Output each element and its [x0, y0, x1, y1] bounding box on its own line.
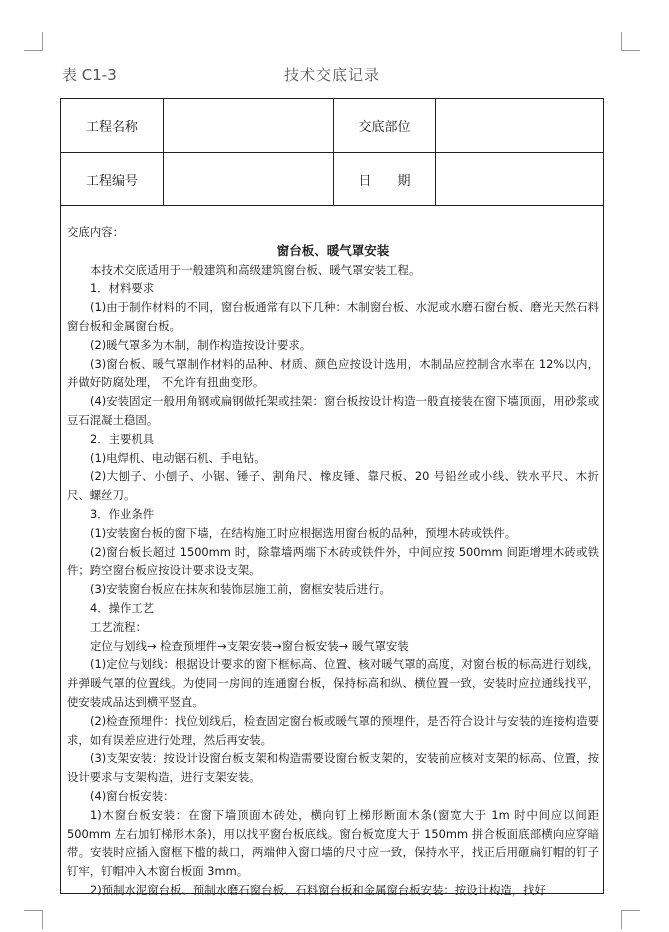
- paragraph: (1)电焊机、电动锯石机、手电钻。: [90, 450, 266, 465]
- paragraph: 1)木窗台板安装：在窗下墙顶面木砖处，横向钉上梯形断面木条(窗宽大于 1m 时中间应以间距 500mm 左右加钉梯形木条)，用以找平窗台板底线。窗台板宽度大于 150mm 拼合板面底部横向应穿暗带。安装时应插入窗框下槛的裁口，两端伸入窗口墙的尺寸应一致，保持水平，找正后用砸扁钉帽的钉子钉牢，钉帽冲入木窗台板面 3mm。: [67, 807, 599, 879]
- paragraph: 本技术交底适用于一般建筑和高级建筑窗台板、暖气罩安装工程。: [90, 262, 421, 277]
- section-heading: 2．主要机具: [90, 431, 155, 446]
- department-label: 交底部位: [358, 120, 411, 135]
- section-heading: 3．作业条件: [90, 506, 155, 521]
- crop-mark-bottom-left: [24, 910, 43, 929]
- paragraph: (2)检查预埋件：找位划线后，检查固定窗台板或暖气罩的预埋件，是否符合设计与安装的连接构造要求，如有误差应进行处理，然后再安装。: [67, 713, 599, 747]
- paragraph: (4)安装固定一般用角钢或扁钢做托架或挂架：窗台板按设计构造一般直接装在窗下墙顶面，用砂浆或豆石混凝土稳固。: [67, 394, 599, 427]
- paragraph: 工艺流程：: [90, 619, 147, 634]
- content-heading: 窗台板、暖气罩安装: [276, 242, 390, 258]
- paragraph: 2)预制水泥窗台板、预制水磨石窗台板、石料窗台板和金属窗台板安装：按设计构造，找好: [90, 882, 546, 897]
- project-name-field[interactable]: [164, 99, 339, 152]
- paragraph: (1)定位与划线：根据设计要求的窗下框标高、位置、核对暖气罩的高度，对窗台板的标高进行划线，并弹暖气罩的位置线。为使同一房间的连通窗台板，保持标高和纵、横位置一致，安装时应拉通线找平，使安装成品达到横平竖直。: [67, 657, 599, 709]
- row-divider-2: [61, 205, 603, 206]
- project-number-label: 工程编号: [85, 173, 138, 189]
- paragraph: (2)窗台板长超过 1500mm 时，除靠墙两端下木砖或铁件外，中间应按 500mm 间距增埋木砖或铁件；跨空窗台板应按设计要求设支架。: [67, 544, 599, 578]
- paragraph: (1)由于制作材料的不同，窗台板通常有以下几种：木制窗台板、水泥或水磨石窗台板、磨光天然石料窗台板和金属窗台板。: [67, 300, 599, 333]
- paragraph: (3)支架安装：按设计设窗台板支架和构造需要设窗台板支架的，安装前应核对支架的标高、位置，按设计要求与支架构造，进行支架安装。: [67, 751, 599, 785]
- process-flow: 定位与划线→ 检查预埋件→支架安装→窗台板安装→ 暖气罩安装: [90, 638, 409, 653]
- crop-mark-top-right: [621, 32, 640, 51]
- paragraph: (3)安装窗台板应在抹灰和装饰层施工前，窗框安装后进行。: [90, 582, 391, 597]
- disclosure-content: [67, 223, 599, 900]
- disclosure-table: [60, 98, 604, 897]
- paragraph: (2)大刨子、小刨子、小锯、锤子、割角尺、橡皮锤、靠尺板、20 号铅丝或小线、铁水平尺、木折尺、螺丝刀。: [67, 469, 599, 503]
- document-title: 技术交底记录: [284, 66, 381, 84]
- form-number: 表 C1-3: [62, 66, 117, 84]
- crop-mark-bottom-right: [621, 910, 640, 929]
- date-field[interactable]: [436, 153, 609, 205]
- paragraph: (3)窗台板、暖气罩制作材料的品种、材质、颜色应按设计选用，木制品应控制含水率在 12%以内，并做好防腐处理， 不允许有扭曲变形。: [67, 356, 599, 390]
- content-intro-label: 交底内容：: [67, 225, 124, 239]
- department-field[interactable]: [436, 99, 609, 152]
- project-name-label: 工程名称: [85, 120, 138, 135]
- date-label: 日 期: [358, 173, 411, 189]
- paragraph: (2)暖气罩多为木制，制作构造按设计要求。: [90, 337, 312, 352]
- crop-mark-top-left: [24, 32, 43, 51]
- section-heading: 4．操作工艺: [90, 600, 155, 615]
- paragraph: (4)窗台板安装：: [90, 788, 175, 803]
- paragraph: (1)安装窗台板的窗下墙，在结构施工时应根据选用窗台板的品种，预埋木砖或铁件。: [90, 525, 517, 540]
- section-heading: 1．材料要求: [90, 281, 155, 296]
- project-number-field[interactable]: [164, 153, 339, 205]
